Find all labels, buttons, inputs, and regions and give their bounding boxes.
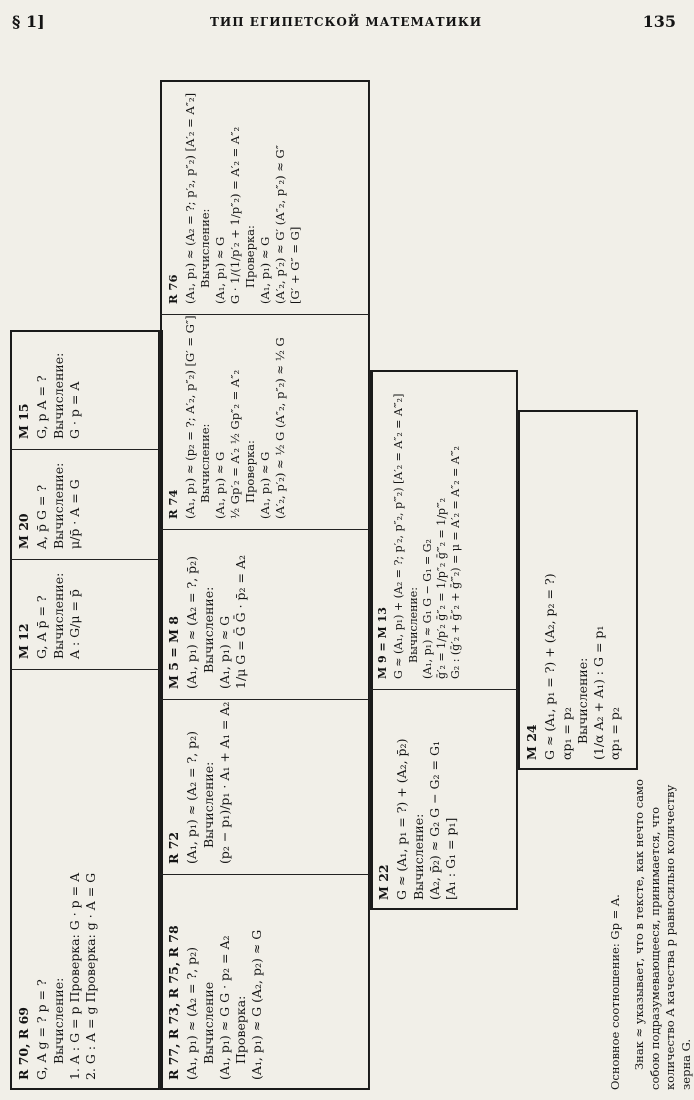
cell-line: (A₁, p₁) ≈ (A₂ = ?; p′₂, p″₂) [A′₂ = A″₂] (182, 92, 197, 304)
cell-line: Вычисление: (197, 208, 212, 288)
cell-line: G, p A = ? (34, 375, 50, 439)
cell-line: (A₁, p₁) ≈ G (A₂, p₂) ≈ G (249, 929, 265, 1080)
cell-line: (A₁, p₁) ≈ G G · p₂ = A₂ (216, 935, 232, 1080)
cell-line: (A₁, p₁) ≈ G (212, 236, 227, 304)
cell-line: Вычисление: (50, 352, 66, 439)
cell-line: G ≈ (A₁, p₁ = ?) + (A₂, p₂ = ?) (542, 573, 558, 760)
cell-line: μ/p̄ · A = G (66, 479, 82, 549)
cell-line: 2. G : A = g Проверка: g · A = G (83, 872, 98, 1080)
cell-line: (A′₂, p′₂) ≈ ½ G (A″₂, p″₂) ≈ ½ G (272, 337, 287, 519)
running-title: ТИП ЕГИПЕТСКОЙ МАТЕМАТИКИ (210, 15, 483, 29)
cell-m24 (518, 410, 638, 770)
cell-m9-m13 (370, 370, 518, 690)
cell-line: A : G/μ = p̄ (66, 589, 82, 659)
cell-line: Вычисление: (200, 761, 216, 848)
cell-line: (A₁, p₁) ≈ G (257, 451, 272, 519)
cell-line: G, A g = ? p = ? (34, 979, 50, 1080)
cell-line: ḡ′₂ = 1/p′₂ ḡ″₂ = 1/p″₂ ḡ‴₂ = 1/p‴₂ (435, 497, 449, 679)
cell-m20 (10, 450, 160, 560)
cell-line: (A₁, p₁) ≈ (A₂ = ?, p̄₂) (184, 555, 200, 689)
cell-r76 (160, 80, 370, 315)
cell-r77-r73-r75-r78 (160, 875, 370, 1090)
section-number: § 1] (12, 12, 45, 31)
cell-line: (1/α A₂ + A₁) : G = p₁ (591, 625, 606, 760)
cell-line: (p₂ − p₁)/p₁ · A₁ + A₁ = A₂ (216, 701, 232, 864)
cell-line: ½ Gp′₂ = A′₂ ½ Gp″₂ = A″₂ (227, 369, 242, 519)
cell-title: R 70, R 69 (16, 1007, 31, 1080)
cell-title: M 12 (16, 623, 31, 659)
cell-m15 (10, 330, 160, 450)
cell-title: R 77, R 73, R 75, R 78 (166, 925, 181, 1080)
cell-line: 1/μ G = Ḡ Ḡ · p̄₂ = A₂ (233, 554, 248, 689)
page-number: 135 (642, 12, 676, 31)
cell-line: (A₁, p₁) ≈ G (212, 451, 227, 519)
cell-line: [A₁ : G₁ = p₁] (443, 817, 458, 900)
rotated-table-page (10, 50, 693, 1090)
cell-title: M 15 (16, 403, 31, 439)
cell-line: Вычисление: (406, 587, 420, 663)
cell-line: G · 1/(1/p′₂ + 1/p″₂) = A′₂ = A″₂ (227, 126, 242, 304)
cell-line: (A₂, p̄₂) ≈ G₂ G − G₂ = G₁ (426, 741, 442, 900)
cell-line: (A₁, p₁) ≈ G₁ G − G₁ = G₂ (420, 539, 434, 679)
cell-line: (A₁, p₁) ≈ G (216, 615, 232, 689)
cell-line: Проверка: (242, 440, 257, 503)
cell-title: M 9 = M 13 (376, 607, 389, 679)
cell-r70-r69 (10, 670, 160, 1090)
cell-line: (A₁, p₁) ≈ (p₂ = ?; A′₂, p″₂) [G′ = G″] (182, 315, 197, 519)
cell-line: Вычисление: (200, 586, 216, 673)
cell-line: αp₁ = p₂ (558, 707, 574, 760)
cell-line: Вычисление: (50, 572, 66, 659)
cell-line: A, p̄ G = ? (34, 484, 50, 549)
cell-line: G ≈ (A₁, p₁) + (A₂ = ?; p′₂, p″₂, p‴₂) [A′₂ = A″₂ = A‴₂] (392, 393, 406, 679)
cell-m22 (370, 690, 518, 910)
cell-line: G · p = A (66, 381, 82, 439)
cell-line: (A′₂, p′₂) ≈ G′ (A″₂, p″₂) ≈ G″ (272, 145, 287, 304)
cell-line: (A₁, p₁) ≈ G (257, 236, 272, 304)
cell-title: M 20 (16, 513, 31, 549)
cell-title: M 5 = M 8 (166, 616, 181, 689)
cell-r72 (160, 700, 370, 875)
cell-line: G, A p̄ = ? (34, 595, 50, 659)
cell-line: 1. A : G = p Проверка: G · p = A (66, 872, 82, 1080)
cell-line: Вычисление: (574, 657, 590, 744)
cell-title: R 74 (166, 489, 180, 519)
cell-line: (A₁, p₁) ≈ (A₂ = ?, p₂) (184, 946, 200, 1080)
basic-relation: Основное соотношение: Gp = A. (608, 894, 622, 1090)
cell-m5-m8 (160, 530, 370, 700)
cell-m12 (10, 560, 160, 670)
cell-title: M 24 (524, 724, 539, 760)
cell-line: Вычисление: (410, 813, 426, 900)
cell-line: [G′ + G″ = G] (287, 226, 302, 304)
cell-title: R 76 (166, 274, 180, 304)
cell-line: αp₁ = p₂ (607, 707, 623, 760)
cell-line: Проверка: (233, 995, 248, 1064)
cell-title: R 72 (166, 831, 181, 864)
cell-line: Вычисление: (50, 977, 66, 1064)
cell-title: M 22 (376, 864, 391, 900)
cell-line: Проверка: (242, 225, 257, 288)
cell-line: (A₁, p₁) ≈ (A₂ = ?, p₂) (184, 730, 200, 864)
cell-r74 (160, 315, 370, 530)
cell-line: Вычисление (200, 981, 216, 1064)
cell-line: Вычисление: (197, 423, 212, 503)
cell-line: Вычисление: (50, 462, 66, 549)
cell-line: G ≈ (A₁, p₁ = ?) + (A₂, p̄₂) (394, 738, 410, 900)
cell-line: G₂ : (ḡ′₂ + ḡ″₂ + ḡ‴₂) = μ = A′₂ = A″₂ = A‴₂ (449, 446, 463, 679)
page-header (10, 12, 680, 38)
footnote: Знак ≈ указывает, что в тексте, как нечто само собою подразумевающееся, принимается, что количество A качества p равносильно количеству зерна G. (632, 779, 693, 1090)
